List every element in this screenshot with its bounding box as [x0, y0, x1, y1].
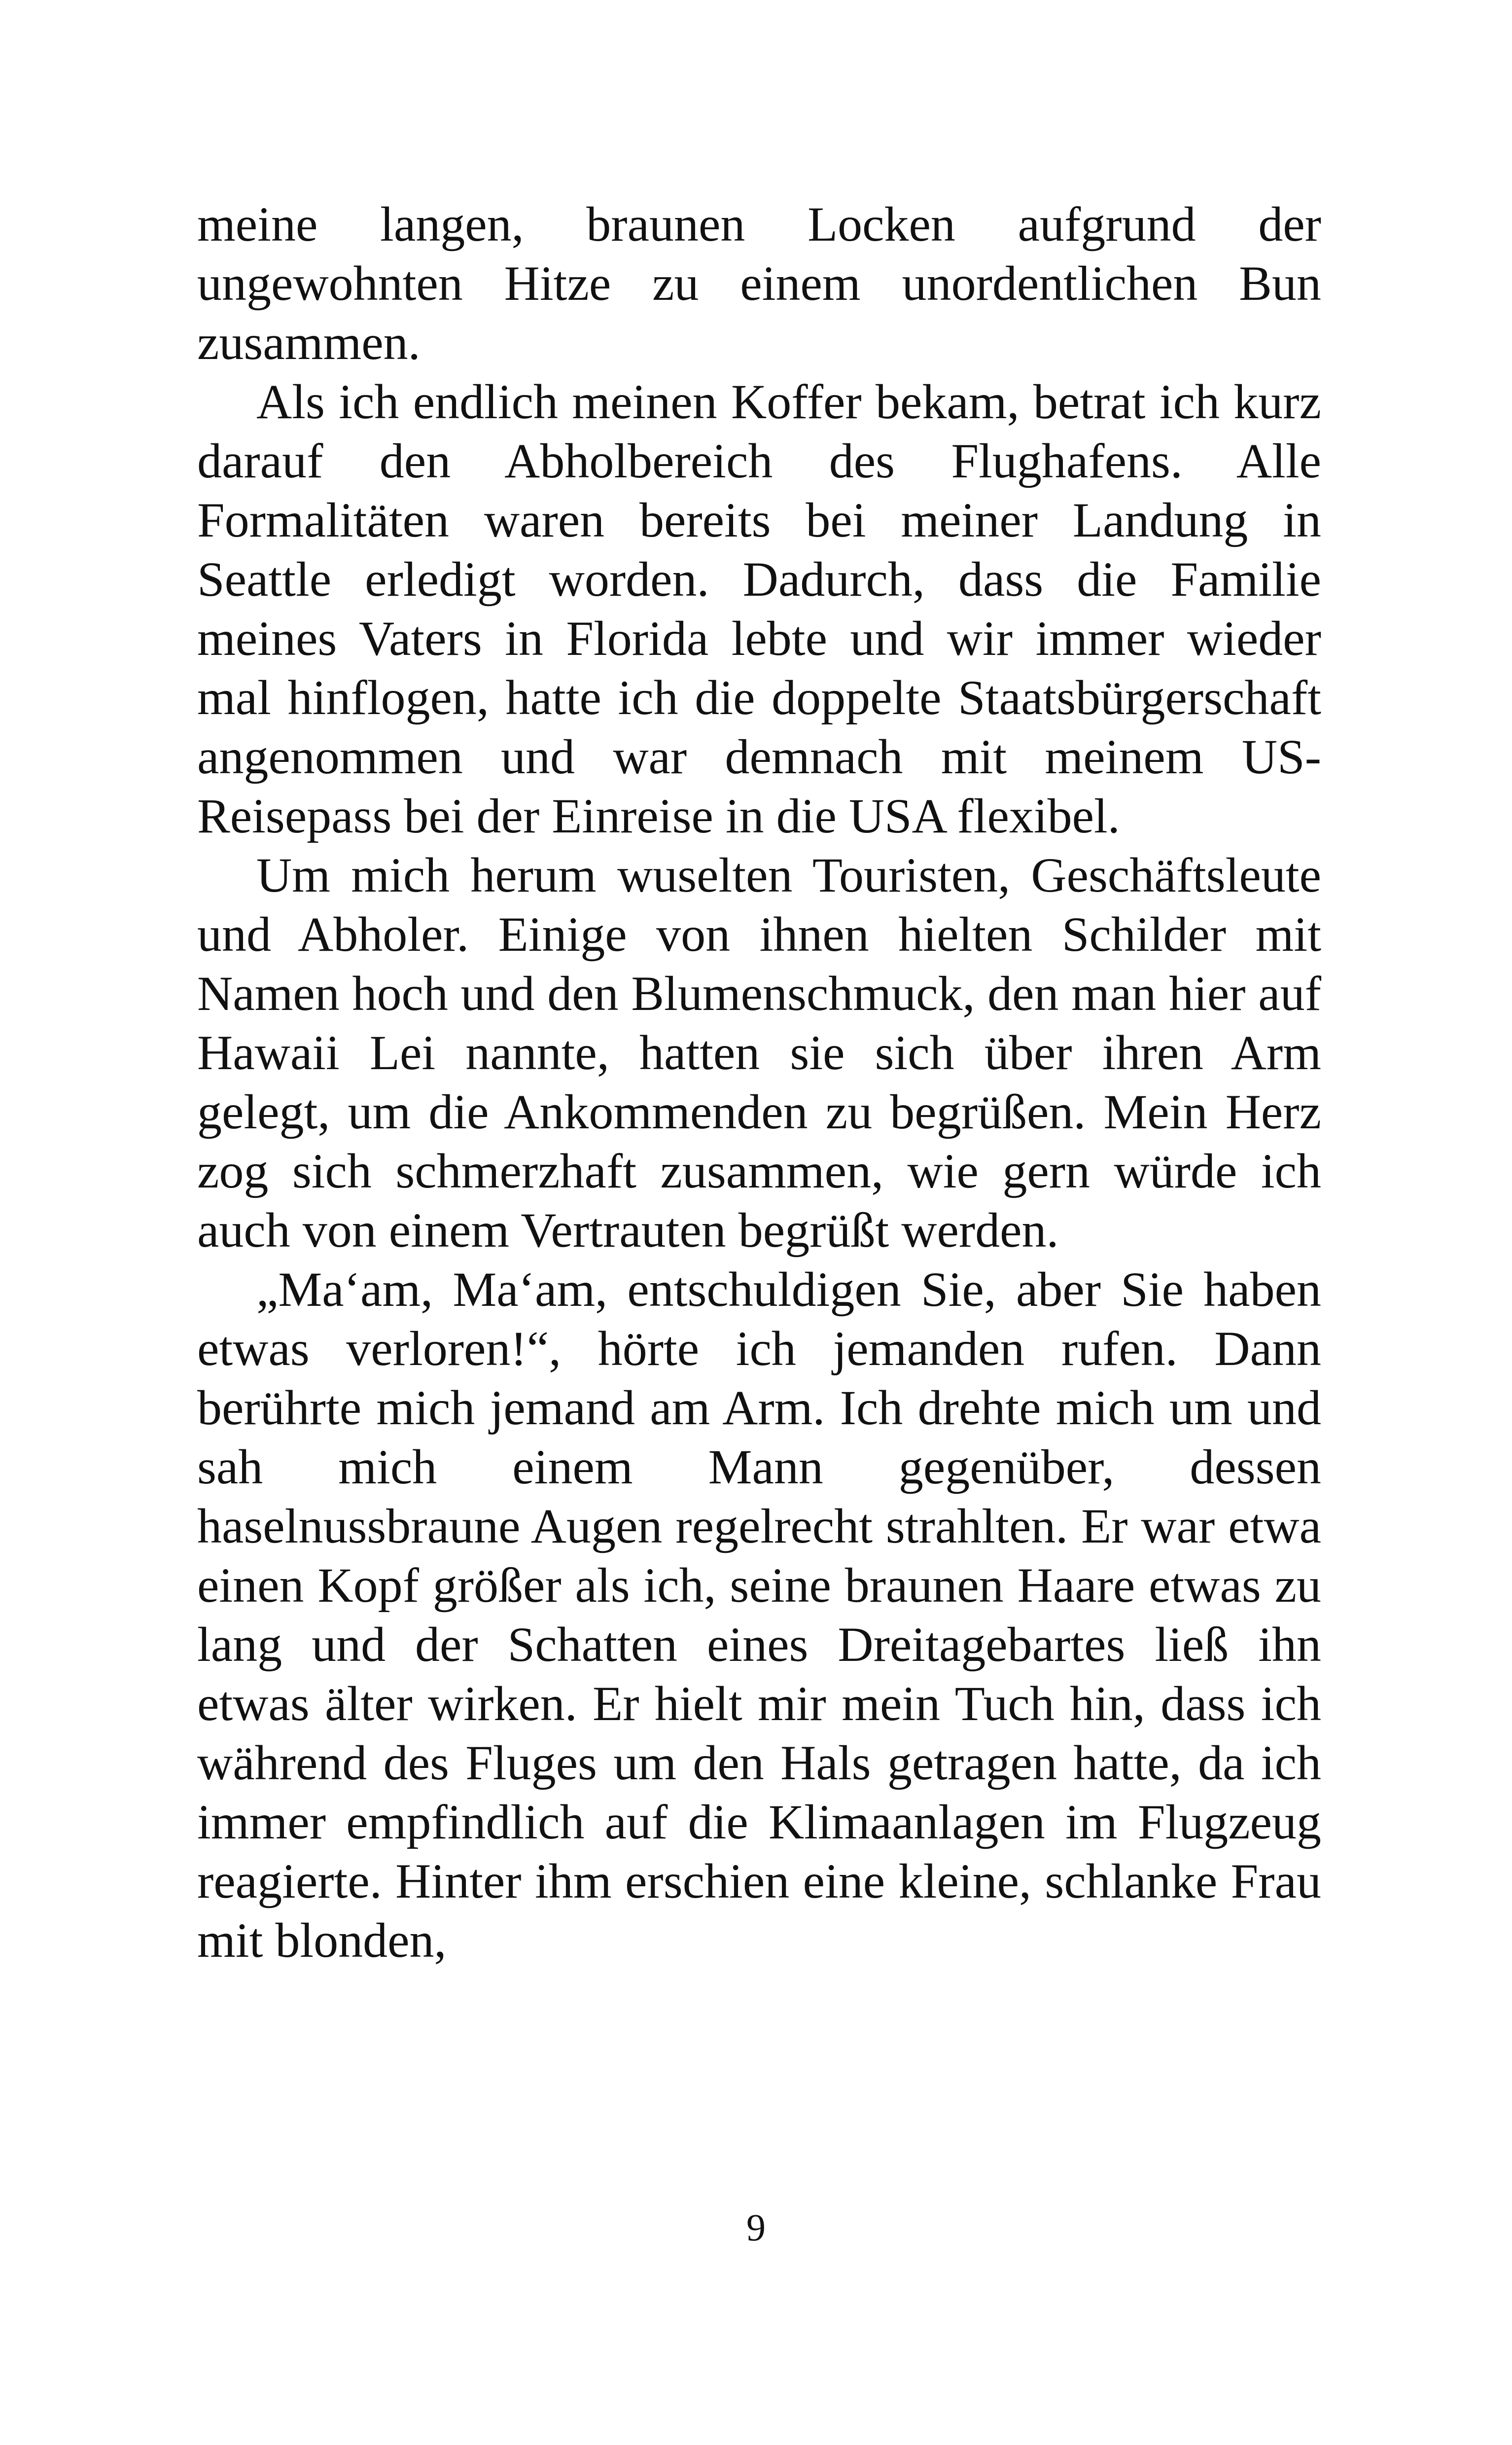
page-number: 9 — [746, 2206, 766, 2249]
paragraph-continuation: meine langen, braunen Locken aufgrund der ungewohnten Hitze zu einem unordentlichen Bun zusammen. — [197, 197, 1321, 370]
paragraph-airport-pickup: Als ich endlich meinen Koffer bekam, betrat ich kurz darauf den Abholbereich des Flughafens. Alle Formalitäten waren bereits bei meiner Landung in Seattle erledigt worden. Dadurch, dass die Familie meines Vaters in Florida lebte und wir immer wieder mal hinflogen, hatte ich die doppelte Staatsbürgerschaft angenommen und war demnach mit meinem US-Reisepass bei der Einreise in die USA flexibel. — [197, 374, 1321, 843]
paragraph-crowd: Um mich herum wuselten Touristen, Geschäftsleute und Abholer. Einige von ihnen hielten Schilder mit Namen hoch und den Blumenschmuck, den man hier auf Hawaii Lei nannte, hatten sie sich über ihren Arm gelegt, um die Ankommenden zu begrüßen. Mein Herz zog sich schmerzhaft zusammen, wie gern würde ich auch von einem Vertrauten begrüßt werden. — [197, 848, 1321, 1258]
paragraph-stranger: „Maʻam, Maʻam, entschuldigen Sie, aber Sie haben etwas verloren!“, hörte ich jemanden rufen. Dann berührte mich jemand am Arm. Ich drehte mich um und sah mich einem Mann gegenüber, dessen haselnussbraune Augen regelrecht strahlten. Er war etwa einen Kopf größer als ich, seine braunen Haare etwas zu lang und der Schatten eines Dreitagebartes ließ ihn etwas älter wirken. Er hielt mir mein Tuch hin, dass ich während des Fluges um den Hals getragen hatte, da ich immer empfindlich auf die Klimaanlagen im Flugzeug reagierte. Hinter ihm erschien eine kleine, schlanke Frau mit blonden, — [197, 1262, 1321, 1968]
book-page-text — [197, 195, 1321, 1970]
